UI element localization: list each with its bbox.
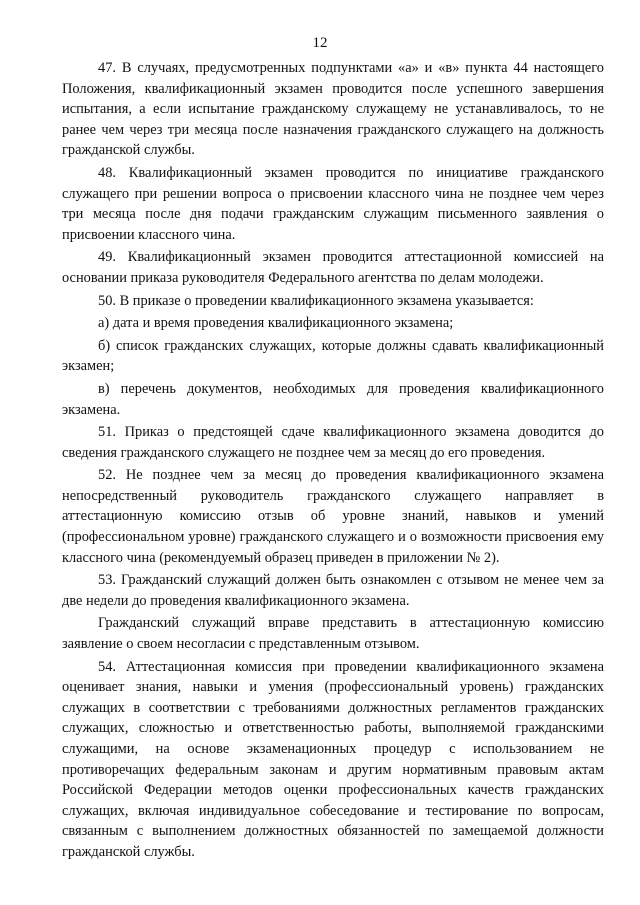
document-body (62, 58, 604, 863)
paragraph-50-b: б) список гражданских служащих, которые должны сдавать квалификационный экзамен; (62, 337, 604, 375)
paragraph-48: 48. Квалификационный экзамен проводится по инициативе гражданского служащего при решении вопроса о присвоении классного чина не позднее чем через три месяца после дня подачи гражданским служащим письменного заявления о присвоении классного чина. (62, 164, 604, 243)
page-number: 12 (312, 35, 328, 51)
paragraph-54: 54. Аттестационная комиссия при проведении квалификационного экзамена оценивает знания, навыки и умения (профессиональный уровень) гражданских служащих в соответствии с требованиями должностных регламентов гражданских служащих, сложностью и ответственностью работы, выполняемой гражданскими служащими, на основе экзаменационных процедур с использованием не противоречащих федеральным законам и другим нормативным правовым актам Российской Федерации методов оценки профессиональных качеств гражданских служащих, включая индивидуальное собеседование и тестирование по вопросам, связанным с выполнением должностных обязанностей по замещаемой должности гражданской службы. (62, 658, 604, 860)
paragraph-50-c: в) перечень документов, необходимых для проведения квалификационного экзамена. (62, 380, 604, 418)
paragraph-47: 47. В случаях, предусмотренных подпунктами «а» и «в» пункта 44 настоящего Положения, квалификационный экзамен проводится после успешного завершения испытания, а если испытание гражданскому служащему не устанавливалось, то не ранее чем через три месяца после назначения гражданского служащего на должность гражданской службы. (62, 60, 604, 159)
paragraph-53-continuation: Гражданский служащий вправе представить в аттестационную комиссию заявление о своем несогласии с представленным отзывом. (62, 615, 604, 653)
paragraph-53: 53. Гражданский служащий должен быть ознакомлен с отзывом не менее чем за две недели до проведения квалификационного экзамена. (62, 572, 604, 609)
paragraph-50: 50. В приказе о проведении квалификационного экзамена указывается: (98, 292, 534, 309)
paragraph-49: 49. Квалификационный экзамен проводится аттестационной комиссией на основании приказа руководителя Федерального агентства по делам молодежи. (62, 249, 604, 286)
paragraph-50-a: а) дата и время проведения квалификационного экзамена; (98, 315, 454, 332)
paragraph-51: 51. Приказ о предстоящей сдаче квалификационного экзамена доводится до сведения гражданского служащего не позднее чем за месяц до его проведения. (62, 424, 604, 461)
paragraph-52: 52. Не позднее чем за месяц до проведения квалификационного экзамена непосредственный руководитель гражданского служащего направляет в аттестационную комиссию отзыв об уровне знаний, навыков и умений (профессиональном уровне) гражданского служащего и о возможности присвоения ему классного чина (рекомендуемый образец приведен в приложении № 2). (62, 467, 604, 566)
